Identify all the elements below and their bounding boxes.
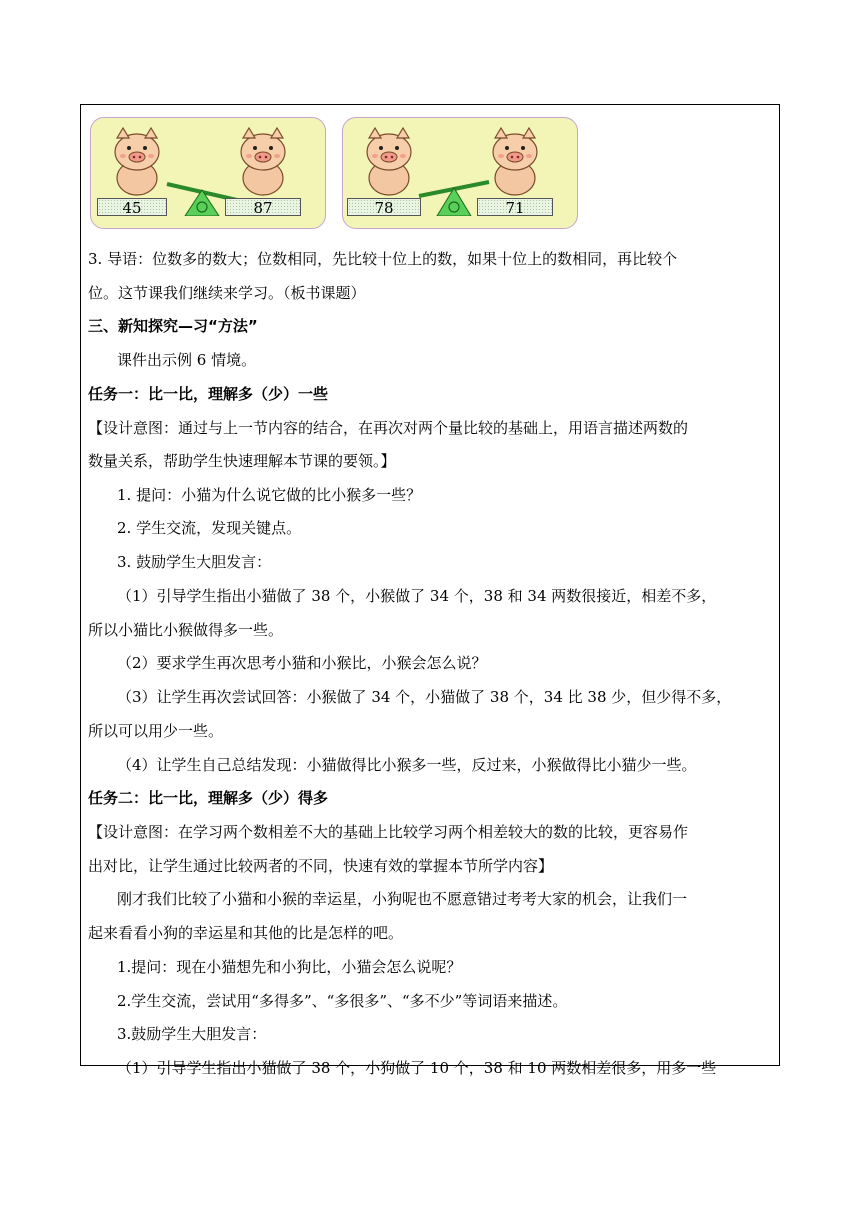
- pig-icon: [105, 126, 169, 196]
- sub-list-item: （1）引导学生指出小猫做了 38 个，小狗做了 10 个，38 和 10 两数相差很多，用多一些: [117, 1059, 717, 1077]
- list-item: 2. 学生交流，发现关键点。: [117, 519, 302, 537]
- design-intent-line: 出对比，让学生通过比较两者的不同，快速有效的掌握本节所学内容】: [88, 857, 554, 875]
- paragraph-line: 刚才我们比较了小猫和小猴的幸运星，小狗呢也不愿意错过考考大家的机会，让我们一: [117, 890, 688, 908]
- paragraph-line: 3. 导语：位数多的数大；位数相同，先比较十位上的数，如果十位上的数相同，再比较个: [88, 250, 678, 268]
- paragraph-line: 所以可以用少一些。: [88, 722, 224, 740]
- paragraph-line: 起来看看小狗的幸运星和其他的比是怎样的吧。: [88, 924, 404, 942]
- task-heading: 任务二：比一比，理解多（少）得多: [88, 789, 329, 807]
- sub-list-item: （2）要求学生再次思考小猫和小猴比，小猴会怎么说？: [117, 654, 487, 672]
- section-heading: 三、新知探究—习“方法”: [88, 317, 258, 335]
- sub-list-item: （3）让学生再次尝试回答：小猴做了 34 个，小猫做了 38 个，34 比 38 少，但少得不多，: [117, 688, 732, 706]
- design-intent-line: 【设计意图：在学习两个数相差不大的基础上比较学习两个相差较大的数的比较，更容易作: [88, 823, 689, 841]
- paragraph-line: 所以小猫比小猴做得多一些。: [88, 621, 284, 639]
- design-intent-line: 数量关系，帮助学生快速理解本节课的要领。】: [88, 452, 396, 470]
- seesaw-illustration-2: [342, 117, 578, 229]
- number-box-left: 78: [347, 198, 421, 216]
- list-item: 1.提问：现在小猫想先和小狗比，小猫会怎么说呢？: [117, 958, 462, 976]
- number-box-right: 87: [225, 198, 301, 216]
- design-intent-line: 【设计意图：通过与上一节内容的结合，在再次对两个量比较的基础上，用语言描述两数的: [88, 419, 689, 437]
- list-item: 2.学生交流，尝试用“多得多”、“多很多”、“多不少”等词语来描述。: [117, 992, 568, 1010]
- sub-list-item: （1）引导学生指出小猫做了 38 个，小猴做了 34 个，38 和 34 两数很接近，相差不多，: [117, 587, 717, 605]
- pig-icon: [357, 126, 421, 196]
- seesaw-illustration-1: [90, 117, 326, 229]
- paragraph-line: 位。这节课我们继续来学习。（板书课题）: [88, 284, 366, 302]
- sub-list-item: （4）让学生自己总结发现：小猫做得比小猴多一些，反过来，小猴做得比小猫少一些。: [117, 756, 697, 774]
- number-box-right: 71: [477, 198, 553, 216]
- list-item: 3. 鼓励学生大胆发言：: [117, 553, 272, 571]
- list-item: 3.鼓励学生大胆发言：: [117, 1025, 267, 1043]
- task-heading: 任务一：比一比，理解多（少）一些: [88, 385, 329, 403]
- paragraph-line: 课件出示例 6 情境。: [117, 351, 257, 369]
- list-item: 1. 提问：小猫为什么说它做的比小猴多一些？: [117, 486, 422, 504]
- number-box-left: 45: [97, 198, 167, 216]
